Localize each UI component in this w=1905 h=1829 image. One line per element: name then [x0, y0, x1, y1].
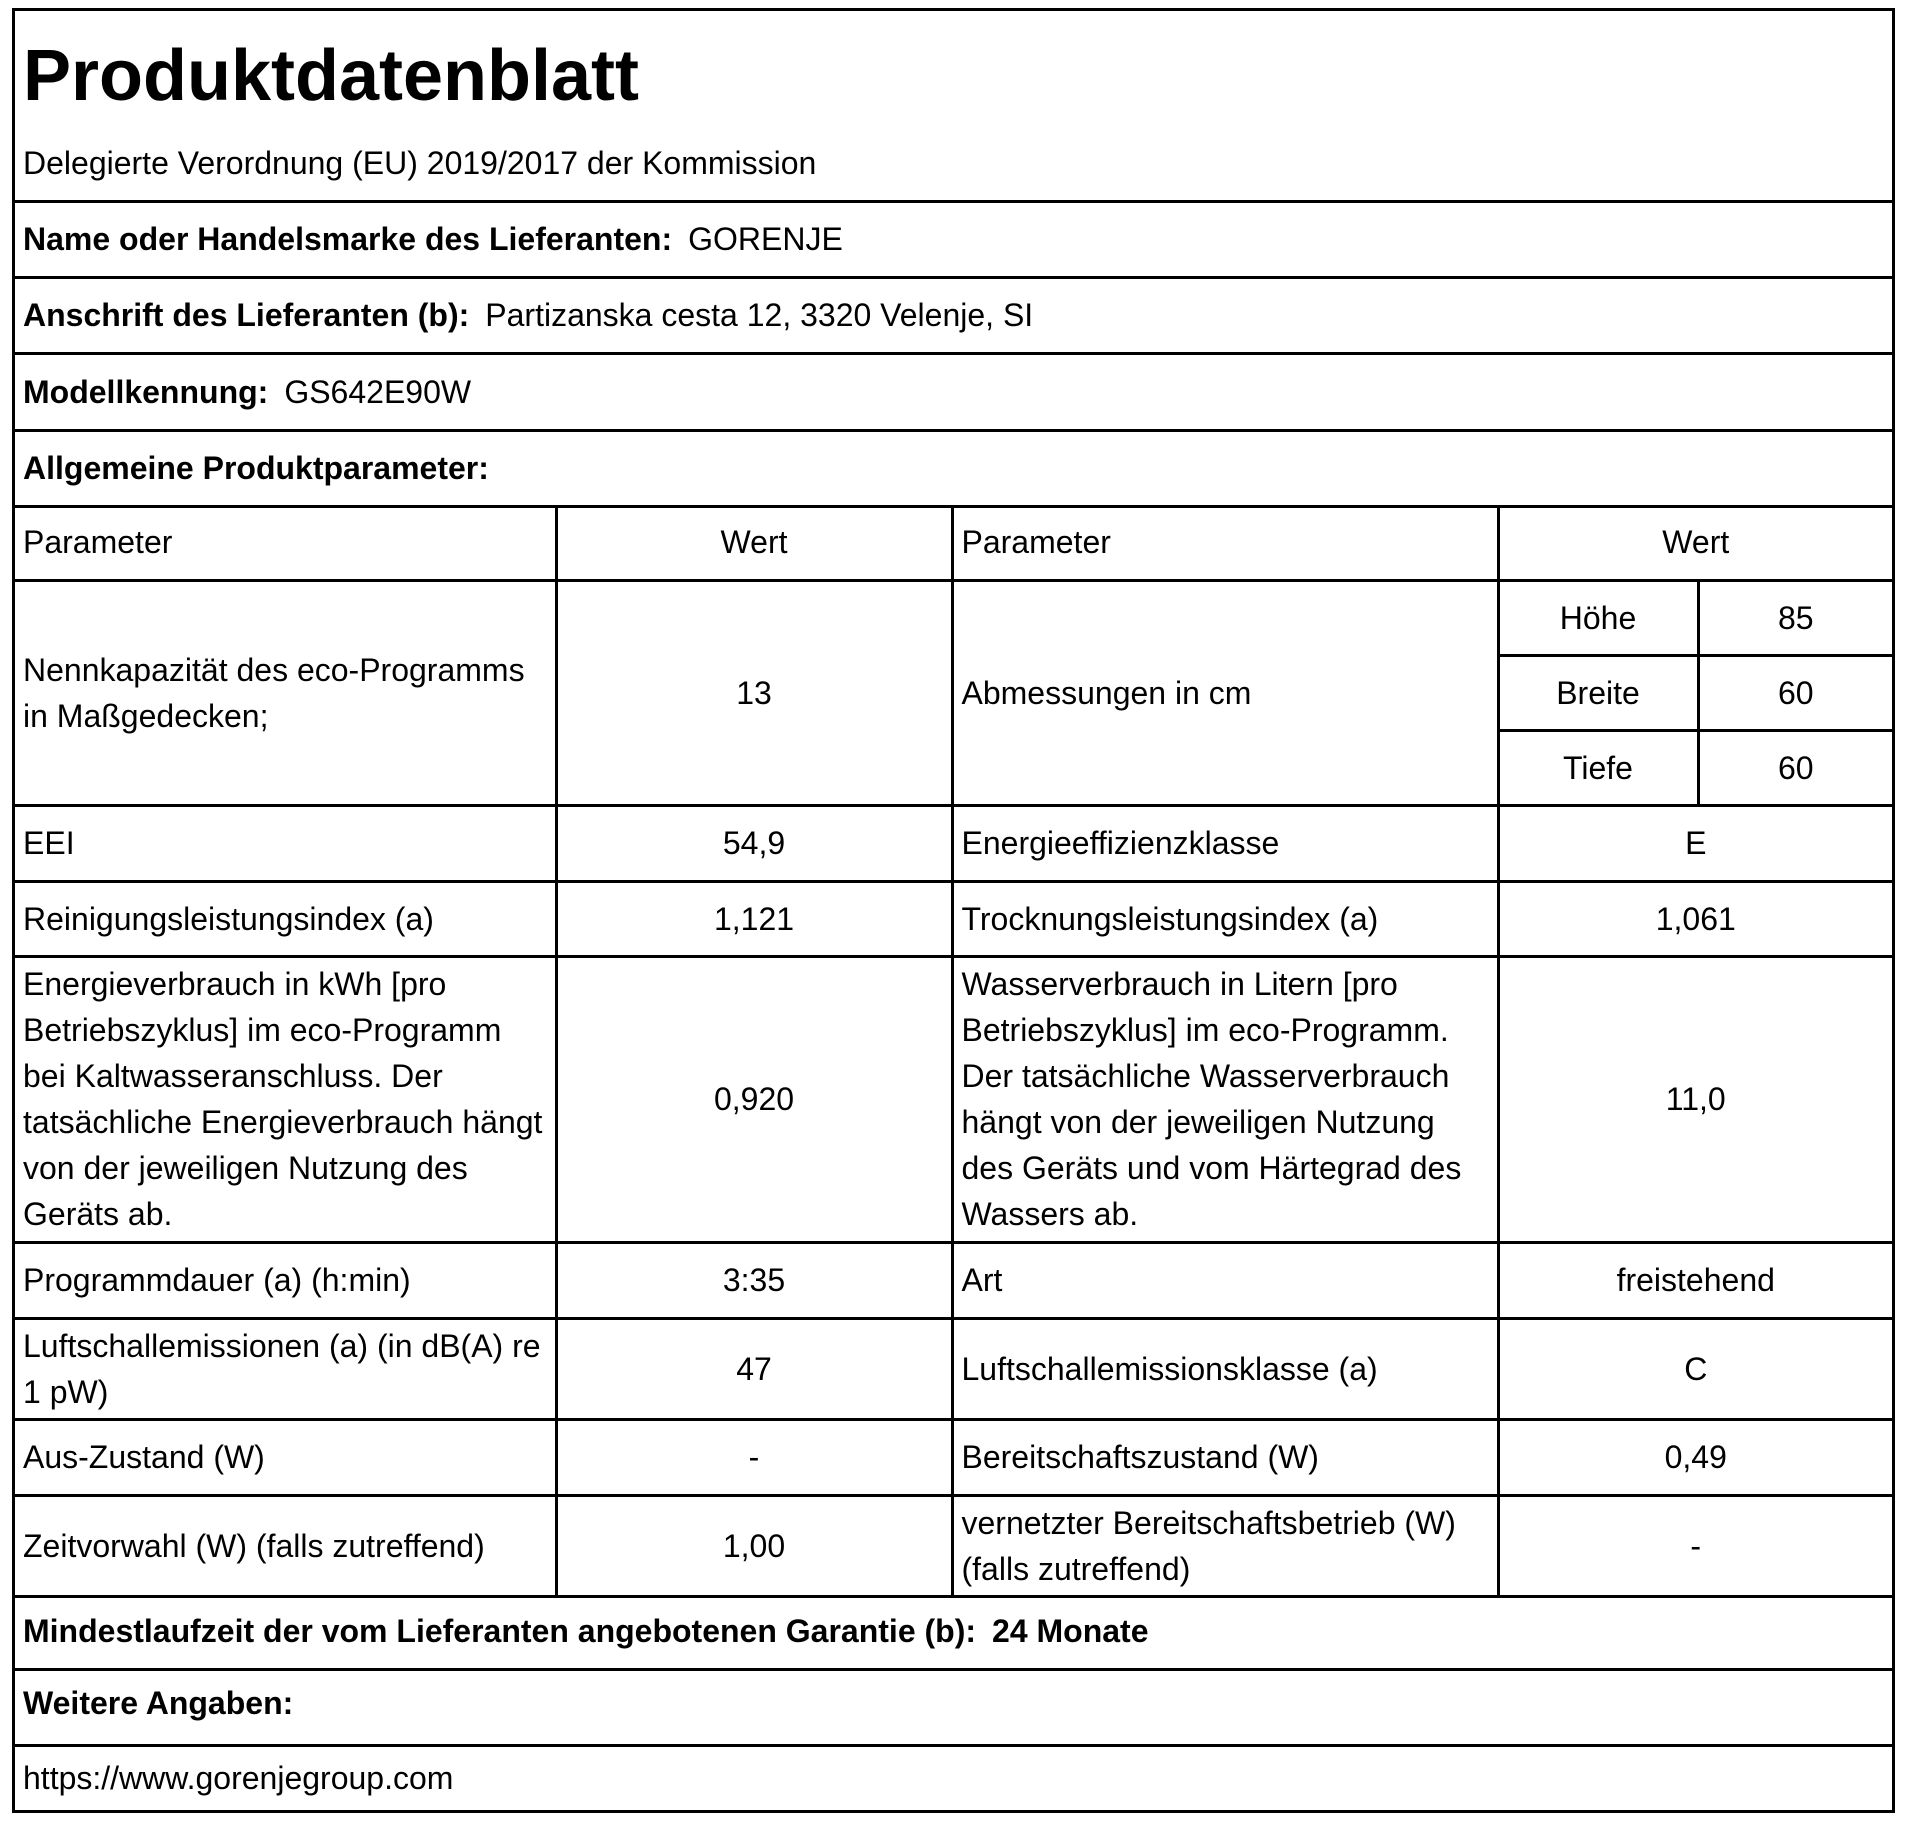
cleaning-index-label: Reinigungsleistungsindex (a) — [15, 881, 556, 956]
further-info-label: Weitere Angaben: — [23, 1685, 294, 1721]
eei-label: EEI — [15, 805, 556, 881]
warranty-value: 24 Monate — [992, 1613, 1149, 1649]
product-data-sheet — [12, 8, 1895, 1813]
capacity-label: Nennkapazität des eco-Programms in Maßgedecken; — [15, 580, 556, 805]
standby-label: Bereitschaftszustand (W) — [952, 1419, 1498, 1495]
table-row — [15, 1495, 1892, 1596]
table-row — [15, 881, 1892, 956]
networked-standby-value: - — [1498, 1495, 1892, 1596]
energy-consumption-value: 0,920 — [556, 956, 952, 1242]
height-label: Höhe — [1498, 580, 1698, 655]
table-row — [15, 1318, 1892, 1419]
supplier-name-value: GORENJE — [688, 221, 843, 257]
table-row — [15, 580, 1892, 655]
table-row — [15, 1419, 1892, 1495]
height-value: 85 — [1698, 580, 1892, 655]
supplier-name-row — [15, 203, 1892, 279]
url-row — [15, 1747, 1892, 1810]
dimensions-label: Abmessungen in cm — [952, 580, 1498, 805]
width-value: 60 — [1698, 655, 1892, 730]
header-parameter-right: Parameter — [952, 505, 1498, 580]
drying-index-label: Trocknungsleistungsindex (a) — [952, 881, 1498, 956]
table-row — [15, 956, 1892, 1242]
further-info-row — [15, 1671, 1892, 1747]
supplier-address-label: Anschrift des Lieferanten (b): — [23, 297, 470, 333]
depth-value: 60 — [1698, 730, 1892, 805]
header-value-left: Wert — [556, 505, 952, 580]
table-row — [15, 805, 1892, 881]
regulation-text: Delegierte Verordnung (EU) 2019/2017 der Kommission — [23, 145, 817, 181]
delay-start-value: 1,00 — [556, 1495, 952, 1596]
website-link[interactable]: https://www.gorenjegroup.com — [23, 1760, 454, 1796]
noise-class-label: Luftschallemissionsklasse (a) — [952, 1318, 1498, 1419]
general-parameters-row — [15, 432, 1892, 508]
program-duration-label: Programmdauer (a) (h:min) — [15, 1242, 556, 1318]
parameters-table — [15, 505, 1892, 1598]
drying-index-value: 1,061 — [1498, 881, 1892, 956]
model-value: GS642E90W — [284, 373, 472, 410]
cleaning-index-value: 1,121 — [556, 881, 952, 956]
water-consumption-value: 11,0 — [1498, 956, 1892, 1242]
warranty-row — [15, 1595, 1892, 1671]
page-title: Produktdatenblatt — [23, 36, 640, 116]
supplier-address-value: Partizanska cesta 12, 3320 Velenje, SI — [485, 297, 1034, 333]
networked-standby-label: vernetzter Bereitschaftsbetrieb (W) (falls zutreffend) — [952, 1495, 1498, 1596]
energy-consumption-label: Energieverbrauch in kWh [pro Betriebszyklus] im eco-Programm bei Kaltwasseranschluss. Der tatsächliche Energieverbrauch hängt von der jeweiligen Nutzung des Geräts ab. — [15, 956, 556, 1242]
energy-class-label: Energieeffizienzklasse — [952, 805, 1498, 881]
delay-start-label: Zeitvorwahl (W) (falls zutreffend) — [15, 1495, 556, 1596]
width-label: Breite — [1498, 655, 1698, 730]
header-value-right: Wert — [1498, 505, 1892, 580]
off-mode-label: Aus-Zustand (W) — [15, 1419, 556, 1495]
noise-emissions-label: Luftschallemissionen (a) (in dB(A) re 1 pW) — [15, 1318, 556, 1419]
water-consumption-label: Wasserverbrauch in Litern [pro Betriebszyklus] im eco-Programm. Der tatsächliche Wasserverbrauch hängt von der jeweiligen Nutzung des Geräts und vom Härtegrad des Wassers ab. — [952, 956, 1498, 1242]
model-label: Modellkennung: — [23, 373, 269, 410]
off-mode-value: - — [556, 1419, 952, 1495]
header-parameter-left: Parameter — [15, 505, 556, 580]
table-header-row — [15, 505, 1892, 580]
supplier-address-row — [15, 279, 1892, 355]
warranty-label: Mindestlaufzeit der vom Lieferanten angebotenen Garantie (b): — [23, 1613, 977, 1649]
general-parameters-label: Allgemeine Produktparameter: — [23, 450, 489, 486]
noise-emissions-value: 47 — [556, 1318, 952, 1419]
title-row — [15, 11, 1892, 141]
table-row — [15, 1242, 1892, 1318]
energy-class-value: E — [1498, 805, 1892, 881]
type-label: Art — [952, 1242, 1498, 1318]
noise-class-value: C — [1498, 1318, 1892, 1419]
capacity-value: 13 — [556, 580, 952, 805]
eei-value: 54,9 — [556, 805, 952, 881]
program-duration-value: 3:35 — [556, 1242, 952, 1318]
model-row — [15, 355, 1892, 432]
standby-value: 0,49 — [1498, 1419, 1892, 1495]
regulation-row — [15, 127, 1892, 203]
type-value: freistehend — [1498, 1242, 1892, 1318]
supplier-name-label: Name oder Handelsmarke des Lieferanten: — [23, 221, 673, 257]
depth-label: Tiefe — [1498, 730, 1698, 805]
